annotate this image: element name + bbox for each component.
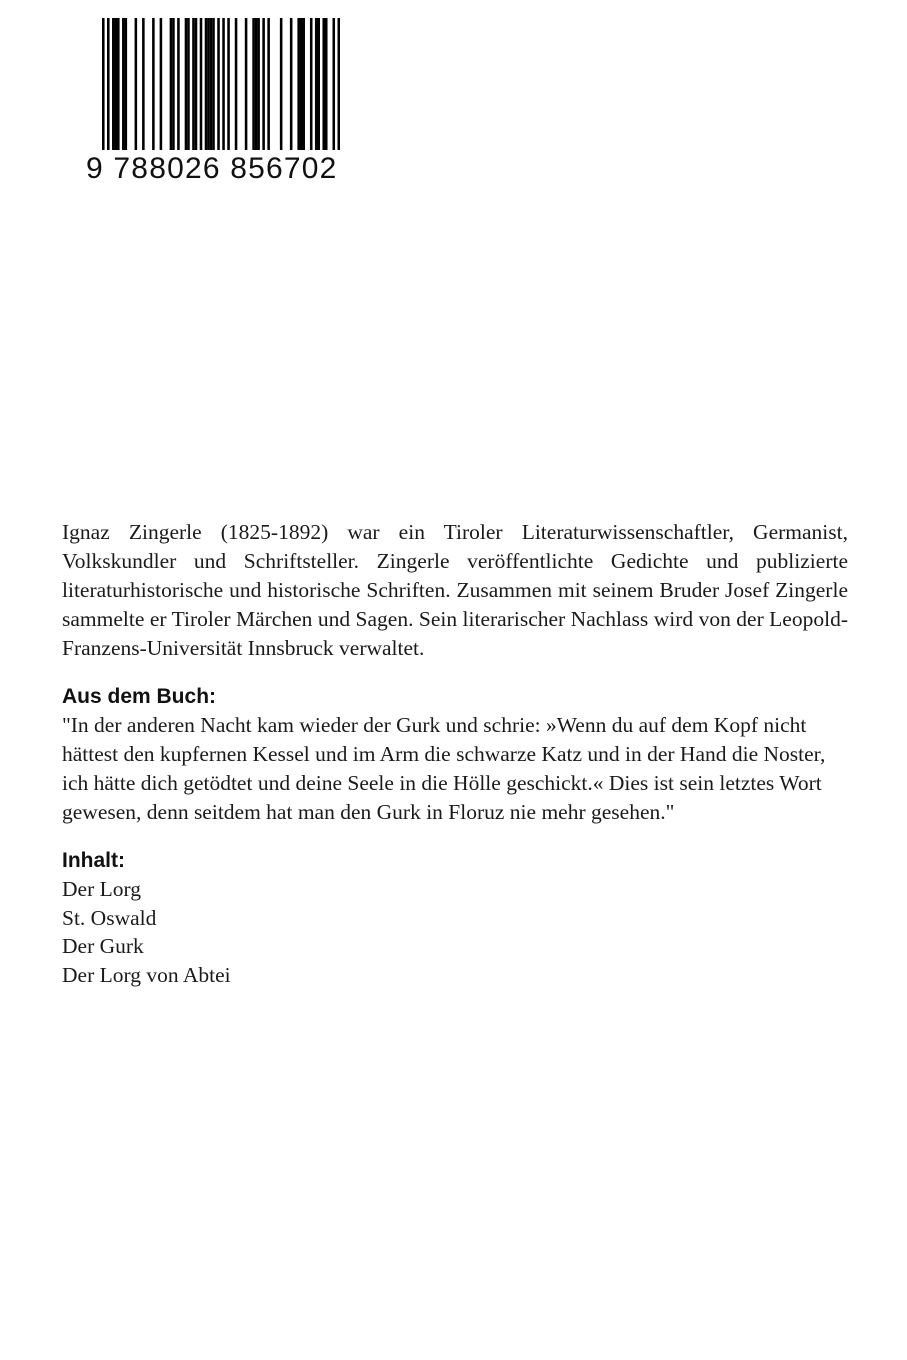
contents-item: Der Lorg	[62, 877, 142, 901]
barcode-bar	[117, 18, 120, 150]
barcode-bar	[222, 18, 225, 150]
barcode-bar	[290, 18, 293, 150]
barcode-bar	[195, 18, 198, 150]
barcode-bar	[135, 18, 138, 150]
barcode-bar	[337, 18, 340, 150]
barcode-bar	[255, 18, 258, 150]
barcode-bar	[112, 18, 115, 150]
barcode-bar	[205, 18, 208, 150]
barcode-bar	[212, 18, 215, 150]
barcode-bar	[115, 18, 118, 150]
barcode-bar	[262, 18, 265, 150]
back-cover-text	[62, 518, 848, 989]
barcode-bar	[310, 18, 313, 150]
contents-heading: Inhalt:	[62, 849, 125, 872]
barcode-bar	[170, 18, 173, 150]
contents-item: Der Gurk	[62, 934, 144, 958]
contents-item: Der Lorg von Abtei	[62, 962, 231, 987]
barcode-bar	[192, 18, 195, 150]
barcode-bar	[315, 18, 318, 150]
barcode-bar	[252, 18, 255, 150]
barcode-bar	[235, 18, 238, 150]
barcode-bar	[332, 18, 335, 150]
barcode-bar	[200, 18, 203, 150]
barcode-bars	[102, 18, 340, 150]
barcode-bar	[322, 18, 325, 150]
barcode-bar	[102, 18, 105, 150]
barcode-bar	[297, 18, 300, 150]
barcode-bar	[217, 18, 220, 150]
contents-list	[62, 875, 848, 989]
barcode-bar	[177, 18, 180, 150]
barcode-bar	[317, 18, 320, 150]
barcode-bar	[210, 18, 213, 150]
barcode-bar	[257, 18, 260, 150]
barcode-bar	[185, 18, 188, 150]
barcode-bar	[125, 18, 128, 150]
barcode-bar	[300, 18, 303, 150]
barcode-bar	[107, 18, 110, 150]
barcode-bar	[122, 18, 125, 150]
barcode-bar	[207, 18, 210, 150]
barcode-bar	[142, 18, 145, 150]
excerpt-heading: Aus dem Buch:	[62, 685, 217, 708]
barcode-bar	[302, 18, 305, 150]
author-bio: Ignaz Zingerle (1825-1892) war ein Tiroler Literaturwissenschaftler, Germanist, Volkskundler und Schriftsteller. Zingerle veröffentlichte Gedichte und publizierte literaturhistorische und historische Schriften. Zusammen mit seinem Bruder Josef Zingerle sammelte er Tiroler Märchen und Sagen. Sein literarischer Nachlass wird von der Leopold-Franzens-Universität Innsbruck verwaltet.	[62, 520, 848, 660]
barcode-bar	[267, 18, 270, 150]
barcode-bar	[280, 18, 283, 150]
barcode-bar	[245, 18, 248, 150]
barcode-bar	[187, 18, 190, 150]
barcode-bar	[152, 18, 155, 150]
barcode-bar	[160, 18, 163, 150]
barcode-digits: 9 788026 856702	[86, 152, 338, 185]
isbn-barcode	[86, 18, 348, 185]
barcode-bar	[227, 18, 230, 150]
barcode-bar	[325, 18, 328, 150]
barcode-bar	[172, 18, 175, 150]
excerpt-text: "In der anderen Nacht kam wieder der Gurk und schrie: »Wenn du auf dem Kopf nicht hättest den kupfernen Kessel und im Arm die schwarze Katz und in der Hand die Noster, ich hätte dich getödtet und deine Seele in die Hölle geschickt.« Dies ist sein letztes Wort gewesen, denn seitdem hat man den Gurk in Floruz nie mehr gesehen."	[62, 713, 826, 824]
contents-item: St. Oswald	[62, 905, 157, 930]
